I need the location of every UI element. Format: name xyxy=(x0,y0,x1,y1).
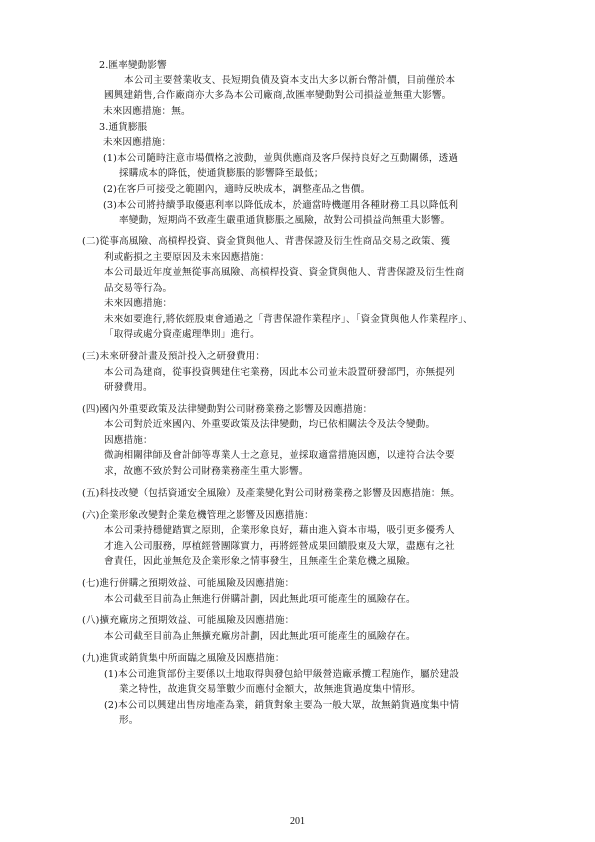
text-line: 會責任，因此並無危及企業形象之情事發生，且無產生企業危機之風險。 xyxy=(104,556,416,567)
text-line: 本公司對於近來國內、外重要政策及法律變動，均已依相關法令及法令變動。 xyxy=(104,419,436,430)
text-line: 因應措施： xyxy=(104,435,153,446)
text-line: 本公司主要營業收支、長短期負債及資本支出大多以新台幣計價，目前僅於本 xyxy=(124,75,456,86)
text-line: 本公司為建商，從事投資興建住宅業務，因此本公司並未設置研發部門，亦無提列 xyxy=(104,367,455,378)
text-line: 業之特性，故進貨交易筆數少而應付金額大，故無進貨過度集中情形。 xyxy=(119,684,422,695)
text-line: 「取得或處分資產處理準則」進行。 xyxy=(104,329,260,340)
section-heading: (五)科技改變（包括資通安全風險）及產業變化對公司財務業務之影響及因應措施：無。 xyxy=(82,488,461,499)
text-line: (1)本公司進貨部份主要係以土地取得與發包給甲級營造廠承攬工程施作，屬於建設 xyxy=(104,669,460,680)
text-line: 研發費用。 xyxy=(104,382,153,393)
text-line: 未來因應措施： xyxy=(103,137,172,148)
text-line: 本公司秉持穩健踏實之原則，企業形象良好，藉由進入資本市場，吸引更多優秀人 xyxy=(104,525,455,536)
section-heading: (三)未來研發計畫及預計投入之研發費用： xyxy=(82,351,266,362)
text-line: 2.匯率變動影響 xyxy=(99,60,167,71)
text-line: (3)本公司將持續爭取優惠利率以降低成本，於適當時機運用各種財務工具以降低利 xyxy=(103,200,459,211)
text-line: 微詢相關律師及會計師等專業人士之意見，並採取適當措施因應，以達符合法令要 xyxy=(104,450,455,461)
text-line: 未來因應措施： xyxy=(104,298,173,309)
section-heading: (二)從事高風險、高槓桿投資、資金貸與他人、背書保證及衍生性商品交易之政策、獲 xyxy=(82,236,451,247)
text-line: (2)在客戶可接受之範圍內，適時反映成本，調整產品之售價。 xyxy=(103,184,371,195)
section-heading: (八)擴充廠房之預期效益、可能風險及因應措施： xyxy=(82,615,295,626)
text-line: 本公司截至目前為止無進行併購計劃，因此無此項可能產生的風險存在。 xyxy=(104,594,416,605)
text-line: (1)本公司隨時注意市場價格之波動，並與供應商及客戶保持良好之互動關係，透過 xyxy=(103,153,459,164)
text-line: 國興建銷售,合作廠商亦大多為本公司廠商,故匯率變動對公司損益並無重大影響。 xyxy=(104,90,452,101)
section-heading: (六)企業形象改變對企業危機管理之影響及因應措施： xyxy=(82,510,314,521)
text-line: (2)本公司以興建出售房地產為業，銷貨對象主要為一般大眾，故無銷貨過度集中情 xyxy=(104,700,460,711)
text-line: 3.通貨膨脹 xyxy=(99,122,148,133)
page-number: 201 xyxy=(290,816,305,827)
text-line: 本公司最近年度並無從事高風險、高槓桿投資、資金貸與他人、背書保證及衍生性商 xyxy=(104,267,465,278)
text-line: 率變動，短期尚不致產生嚴重通貨膨脹之風險，故對公司損益尚無重大影響。 xyxy=(119,215,451,226)
text-line: 形。 xyxy=(119,715,139,726)
section-heading: (九)進貨或銷貨集中所面臨之風險及因應措施： xyxy=(82,653,285,664)
section-heading: (四)國內外重要政策及法律變動對公司財務業務之影響及因應措施： xyxy=(82,404,373,415)
text-line: 利或虧損之主要原因及未來因應措施： xyxy=(104,252,270,263)
text-line: 本公司截至目前為止無擴充廠房計劃，因此無此項可能產生的風險存在。 xyxy=(104,631,416,642)
text-line: 未來如要進行,將依經股東會通過之「背書保證作業程序」、「資金貸與他人作業程序」、 xyxy=(104,314,473,325)
text-line: 才進入公司服務，厚植經營團隊實力，再將經營成果回饋股東及大眾，盡應有之社 xyxy=(104,541,455,552)
text-line: 求，故應不致於對公司財務業務產生重大影響。 xyxy=(104,466,309,477)
text-line: 採購成本的降低，使通貨膨脹的影響降至最低； xyxy=(119,168,324,179)
text-line: 品交易等行為。 xyxy=(104,283,173,294)
section-heading: (七)進行併購之預期效益、可能風險及因應措施： xyxy=(82,578,295,589)
text-line: 未來因應措施：無。 xyxy=(103,106,191,117)
